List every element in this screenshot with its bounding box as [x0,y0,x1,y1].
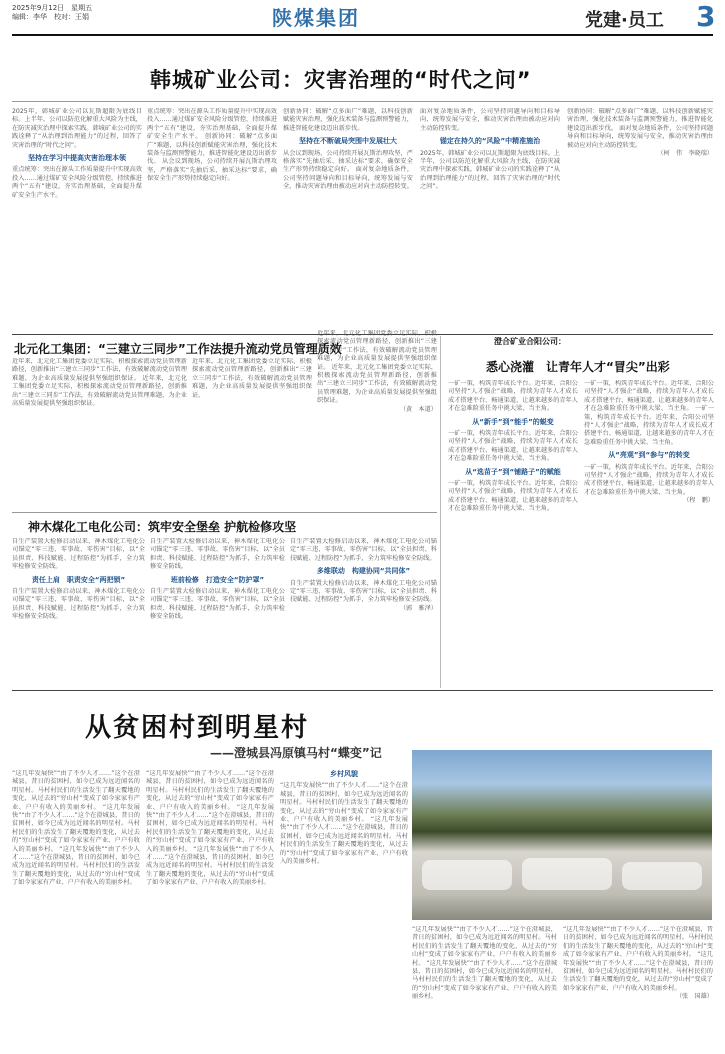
article1-col4: 面对复杂地质条件，公司坚持问题导向和目标导向，统筹发展与安全，推动灾害治理由被动应对向主动防控转变。 锚定在持久的“风险”中精准施治 2025年，韩城矿业公司以瓦斯超限为底线目标。上半年，公司以防范化解重大风险为主线，在防灾减灾治理中探索实践。韩城矿业公司的实践诠释了“从治理到治理能力”的过程，回答了灾害治理的“时代之问”。 [420,108,560,191]
page-number: 3 [696,0,716,33]
article3-byline: （郭 雅泽） [399,604,437,612]
column-divider [440,336,441,688]
article5-col2: “这几年发展快”“由了不少人才……”这个在澄城县，昔日的贫困村，如今已成为远近闻名的明星村。马村村民们的生活发生了翻天覆地的变化，从过去的“穷山村”变成了如今家家有产业、户户有收入的美丽乡村。 “这几年发展快”“由了不少人才……”这个在澄城县，昔日的贫困村，如今已成为远近闻名的明星村。马村村民们的生活发生了翻天覆地的变化，从过去的“穷山村”变成了如今家家有产业、户户有收入的美丽乡村。 “这几年发展快”“由了不少人才……”这个在澄城县，昔日的贫困村，如今已成为远近闻名的明星村。马村村民们的生活发生了翻天覆地的变化，从过去的“穷山村”变成了如今家家有产业、户户有收入的美丽乡村。 [146,770,274,887]
article1-col3: 创新协同：破解“点多面广”难题，以科技创新赋能灾害治理，强化技术装备与监测预警能力，推进智能化建设迈出新步伐。 坚持在不断破局突围中发展壮大 从会议到现场，公司持续开展瓦斯治理攻坚，严格落实“先抽后采、抽采达标”要求，确保安全生产形势持续稳定向好。 面对复杂地质条件，公司坚持问题导向和目标导向，统筹发展与安全，推动灾害治理由被动应对向主动防控转变。 [283,108,413,191]
article3-col3: 自生产装置大检修启动以来，神木煤化工电化公司锚定“零三违、零事故、零伤害”目标，以“全员担责、科技赋能、过程防控”为抓手，全力筑牢检修安全防线。 多维联动 构建协同“共同体” 自生产装置大检修启动以来，神木煤化工电化公司锚定“零三违、零事故、零伤害”目标，以“全员担责、科技赋能、过程防控”为抓手，全力筑牢检修安全防线。 （郭 雅泽） [290,538,437,612]
article5-subtitle: ——澄城县冯原镇马村“蝶变”记 [210,746,382,760]
article4-subhead-2: 从“选苗子”到“铺路子”的赋能 [465,467,561,476]
article5-col3: 乡村风貌 “这几年发展快”“由了不少人才……”这个在澄城县，昔日的贫困村，如今已成为远近闻名的明星村。马村村民们的生活发生了翻天覆地的变化，从过去的“穷山村”变成了如今家家有产业、户户有收入的美丽乡村。 “这几年发展快”“由了不少人才……”这个在澄城县，昔日的贫困村，如今已成为远近闻名的明星村。马村村民们的生活发生了翻天覆地的变化，从过去的“穷山村”变成了如今家家有产业、户户有收入的美丽乡村。 [280,770,408,866]
article3-subhead-2: 班前检修 打造安全“防护罩” [170,575,265,584]
divider [12,690,713,691]
divider [12,512,437,513]
village-photo [412,750,712,920]
issue-date: 2025年9月12日 星期五 [12,4,93,12]
article1-subhead-1: 坚持在学习中提高灾害治理本领 [28,154,126,163]
article1-headline: 韩城矿业公司：灾害治理的“时代之问” [150,68,532,92]
article4-col2: 一矿一策，构筑青年成长平台。近年来，合阳公司坚持“人才强企”战略，持续为青年人才成长成才搭建平台、畅通渠道，让越来越多的青年人才在急难险重任务中挑大梁、当主角。 一矿一策，构筑青年成长平台。近年来，合阳公司坚持“人才强企”战略，持续为青年人才成长成才搭建平台、畅通渠道，让越来越多的青年人才在急难险重任务中挑大梁、当主角。 从“亮观”到“参与”的转变 一矿一策，构筑青年成长平台。近年来，合阳公司坚持“人才强企”战略，持续为青年人才成长成才搭建平台、畅通渠道，让越来越多的青年人才在急难险重任务中挑大梁、当主角。 （程 鹏） [584,380,714,505]
issue-editors: 编辑：李华 校对：王娟 [12,13,89,21]
article2-col2: 近年来，北元化工集团党委立足实际，积极探索流动党员管理新路径，创新推出“三建立三同步”工作法，有效破解流动党员管理难题，为企业高质量发展提供坚强组织保证。 [192,358,312,399]
article4-kicker: 澄合矿业合阳公司： [494,337,566,346]
article4-col1: 一矿一策，构筑青年成长平台。近年来，合阳公司坚持“人才强企”战略，持续为青年人才成长成才搭建平台、畅通渠道，让越来越多的青年人才在急难险重任务中挑大梁、当主角。 从“新手”到“能手”的蜕变 一矿一策，构筑青年成长平台。近年来，合阳公司坚持“人才强企”战略，持续为青年人才成长成才搭建平台、畅通渠道，让越来越多的青年人才在急难险重任务中挑大梁、当主角。 从“选苗子”到“铺路子”的赋能 一矿一策，构筑青年成长平台。近年来，合阳公司坚持“人才强企”战略，持续为青年人才成长成才搭建平台、畅通渠道，让越来越多的青年人才在急难险重任务中挑大梁、当主角。 [448,380,578,513]
article4-headline: 悉心浇灌 让青年人才“冒尖”出彩 [486,360,670,374]
article5-subhead: 乡村风貌 [330,770,358,778]
greenhouse-shape [622,862,702,890]
article3-headline: 神木煤化工电化公司：筑牢安全堡垒 护航检修攻坚 [28,520,297,534]
issue-info [12,4,92,22]
article5-byline: （张 国雄） [675,993,713,1001]
article2-col3: 近年来，北元化工集团党委立足实际，积极探索流动党员管理新路径，创新推出“三建立三同步”工作法，有效破解流动党员管理难题，为企业高质量发展提供坚强组织保证。 近年来，北元化工集团党委立足实际，积极探索流动党员管理新路径，创新推出“三建立三同步”工作法，有效破解流动党员管理难题，为企业高质量发展提供坚强组织保证。 （黄 本道） [317,330,437,413]
article1-col2: 重点统筹：突出在源头工作质量提升中实现高效投入……通过煤矿安全风险分级管控，持续推进两个“五有”建设，夯实治理基础，全面提升煤矿安全生产水平。 创新协同：破解“点多面广”难题，以科技创新赋能灾害治理，强化技术装备与监测预警能力，推进智能化建设迈出新步伐。 从会议到现场，公司持续开展瓦斯治理攻坚，严格落实“先抽后采、抽采达标”要求，确保安全生产形势持续稳定向好。 [147,108,277,183]
article3-col2: 自生产装置大检修启动以来，神木煤化工电化公司锚定“零三违、零事故、零伤害”目标，以“全员担责、科技赋能、过程防控”为抓手，全力筑牢检修安全防线。 班前检修 打造安全“防护罩” 自生产装置大检修启动以来，神木煤化工电化公司锚定“零三违、零事故、零伤害”目标，以“全员担责、科技赋能、过程防控”为抓手，全力筑牢检修安全防线。 [150,538,285,621]
article2-byline: （黄 本道） [399,405,437,413]
article2-headline: 北元化工集团：“三建立三同步”工作法提升流动党员管理质效 [14,342,342,356]
header-rule [12,34,713,36]
article4-subhead-1: 从“新手”到“能手”的蜕变 [472,417,554,426]
article1-subhead-2: 坚持在不断破局突围中发展壮大 [299,137,397,146]
masthead: 陕煤集团 [272,6,360,30]
article3-subhead-3: 多维联动 构建协同“共同体” [316,567,411,576]
greenhouse-shape [422,860,512,890]
article1-subhead-3: 锚定在持久的“风险”中精准施治 [439,137,541,146]
article3-subhead-1: 责任上肩 职责安全“两把锁” [31,575,126,584]
article1-byline: （柯 伟 李晓瑞） [657,150,713,158]
article5-col4: “这几年发展快”“由了不少人才……”这个在澄城县，昔日的贫困村，如今已成为远近闻名的明星村。马村村民们的生活发生了翻天覆地的变化，从过去的“穷山村”变成了如今家家有产业、户户有收入的美丽乡村。 “这几年发展快”“由了不少人才……”这个在澄城县，昔日的贫困村，如今已成为远近闻名的明星村。马村村民们的生活发生了翻天覆地的变化，从过去的“穷山村”变成了如今家家有产业、户户有收入的美丽乡村。 [412,926,557,1001]
article5-col5: “这几年发展快”“由了不少人才……”这个在澄城县，昔日的贫困村，如今已成为远近闻名的明星村。马村村民们的生活发生了翻天覆地的变化，从过去的“穷山村”变成了如今家家有产业、户户有收入的美丽乡村。 “这几年发展快”“由了不少人才……”这个在澄城县，昔日的贫困村，如今已成为远近闻名的明星村。马村村民们的生活发生了翻天覆地的变化，从过去的“穷山村”变成了如今家家有产业、户户有收入的美丽乡村。 （张 国雄） [563,926,713,1001]
article1-col5: 创新协同：破解“点多面广”难题，以科技创新赋能灾害治理，强化技术装备与监测预警能力，推进智能化建设迈出新步伐。 面对复杂地质条件，公司坚持问题导向和目标导向，统筹发展与安全，推动灾害治理由被动应对向主动防控转变。 （柯 伟 李晓瑞） [567,108,713,158]
article5-col1: “这几年发展快”“由了不少人才……”这个在澄城县，昔日的贫困村，如今已成为远近闻名的明星村。马村村民们的生活发生了翻天覆地的变化，从过去的“穷山村”变成了如今家家有产业、户户有收入的美丽乡村。 “这几年发展快”“由了不少人才……”这个在澄城县，昔日的贫困村，如今已成为远近闻名的明星村。马村村民们的生活发生了翻天覆地的变化，从过去的“穷山村”变成了如今家家有产业、户户有收入的美丽乡村。 “这几年发展快”“由了不少人才……”这个在澄城县，昔日的贫困村，如今已成为远近闻名的明星村。马村村民们的生活发生了翻天覆地的变化，从过去的“穷山村”变成了如今家家有产业、户户有收入的美丽乡村。 [12,770,140,887]
article3-col1: 自生产装置大检修启动以来，神木煤化工电化公司锚定“零三违、零事故、零伤害”目标，以“全员担责、科技赋能、过程防控”为抓手，全力筑牢检修安全防线。 责任上肩 职责安全“两把锁” 自生产装置大检修启动以来，神木煤化工电化公司锚定“零三违、零事故、零伤害”目标，以“全员担责、科技赋能、过程防控”为抓手，全力筑牢检修安全防线。 [12,538,145,621]
greenhouse-shape [522,858,612,890]
article5-headline: 从贫困村到明星村 [85,713,310,743]
article1-col1: 2025年，韩城矿业公司以瓦斯超限为底线目标。上半年，公司以防范化解重大风险为主线，在防灾减灾治理中探索实践。韩城矿业公司的实践诠释了“从治理到治理能力”的过程，回答了灾害治理的“时代之问”。 坚持在学习中提高灾害治理本领 重点统筹：突出在源头工作质量提升中实现高效投入……通过煤矿安全风险分级管控，持续推进两个“五有”建设，夯实治理基础，全面提升煤矿安全生产水平。 [12,108,142,199]
article4-byline: （程 鹏） [683,497,714,505]
divider [12,101,713,102]
section-title: 党建·员工 [585,10,664,31]
article4-subhead-3: 从“亮观”到“参与”的转变 [608,451,690,460]
article2-col1: 近年来，北元化工集团党委立足实际，积极探索流动党员管理新路径，创新推出“三建立三同步”工作法，有效破解流动党员管理难题，为企业高质量发展提供坚强组织保证。 近年来，北元化工集团党委立足实际，积极探索流动党员管理新路径，创新推出“三建立三同步”工作法，有效破解流动党员管理难题，为企业高质量发展提供坚强组织保证。 [12,358,187,408]
